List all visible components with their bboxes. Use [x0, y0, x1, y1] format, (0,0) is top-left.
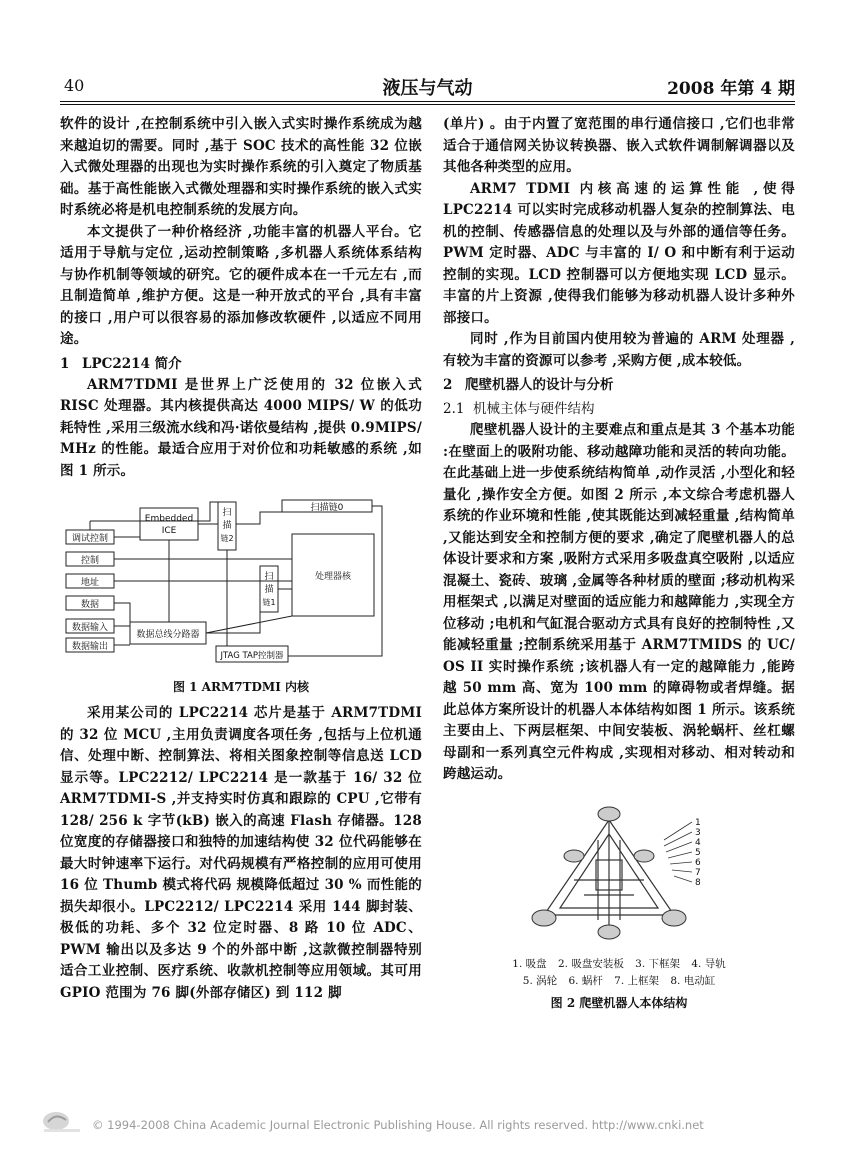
port-debug-control: 调试控制: [71, 534, 109, 544]
paragraph: ARM7 TDMI 内核高速的运算性能 ,使得 LPC2214 可以实时完成移动机器人复杂的控制算法、电机的控制、传感器信息的处理以及与外部的通信等任务。PWM 定时器、ADC 与丰富的 I/ O 和中断有利于运动控制的实现。LCD 控制器可以方便地实现 LCD 显示。丰富的片上资源 ,使得我们能够为移动机器人设计多种外部接口。: [443, 180, 795, 326]
suction-cup: [532, 910, 556, 926]
section-heading: [443, 374, 795, 396]
callout: 4: [695, 837, 701, 848]
scan-chain-2-label-2: 描: [222, 521, 232, 531]
subsection-heading: [443, 398, 795, 420]
journal-name: 液压与气动: [382, 78, 473, 99]
paragraph: (单片) 。由于内置了宽范围的串行通信接口 ,它们也非常适合于通信网关协议转换器、嵌入式软件调制解调器以及其他各种类型的应用。: [443, 116, 795, 175]
port-address: 地址: [80, 578, 100, 588]
paragraph: ARM7TDMI 是世界上广泛使用的 32 位嵌入式 RISC 处理器。其内核提供高达 4000 MIPS/ W 的低功耗特性 ,采用三级流水线和冯·诺依曼结构 ,提供 0.9MIPS/ MHz 的性能。最适合应用于对价位和功耗敏感的系统 ,如图 1 所示。: [60, 376, 422, 479]
cnki-logo-icon: [40, 1108, 84, 1134]
header-rule: [60, 101, 795, 102]
processor-core-label: 处理器核: [314, 572, 352, 582]
section-number: 2: [443, 377, 453, 393]
suction-cup: [634, 850, 654, 862]
footer: [40, 1108, 820, 1140]
callout: 6: [695, 857, 701, 868]
legend-item: 7. 上框架: [614, 974, 660, 987]
section-number: 1: [60, 355, 70, 372]
callout: 3: [695, 827, 701, 838]
suction-cup: [598, 925, 620, 939]
right-column: [443, 114, 795, 1019]
callout: 8: [695, 877, 701, 888]
scan-chain-2-label-3: 链2: [220, 534, 234, 543]
paragraph: 软件的设计 ,在控制系统中引入嵌入式实时操作系统成为越来越迫切的需要。同时 ,基于 SOC 技术的高性能 32 位嵌入式微处理器的出现也为实时操作系统的引入奠定了物质基础。基于高性能嵌入式微处理器和实时操作系统的嵌入式实时系统必将是机电控制系统的发展方向。: [60, 116, 422, 218]
section-heading: [60, 353, 422, 375]
callout: 7: [695, 867, 701, 878]
scan-chain-0-label: 扫描链0: [310, 503, 344, 513]
suction-cup: [662, 910, 686, 926]
legend-item: 8. 电动缸: [670, 974, 716, 987]
port-data: 数据: [80, 600, 100, 610]
paragraph: 同时 ,作为目前国内使用较为普遍的 ARM 处理器 ,有较为丰富的资源可以参考 ,采购方便 ,成本较低。: [443, 331, 795, 369]
figure-2-caption: 图 2 爬壁机器人本体结构: [550, 995, 688, 1010]
paragraph: 采用某公司的 LPC2214 芯片是基于 ARM7TDMI 的 32 位 MCU ,主用负责调度各项任务 ,包括与上位机通信、处理中断、控制算法、将相关图象控制等信息送 LCD 显示等。LPC2212/ LPC2214 是一款基于 16/ 32 位 ARM7TDMI-S ,并支持实时仿真和跟踪的 CPU ,它带有 128/ 256 k 字节(kB) 嵌入的高速 Flash 存储器。128 位宽度的存储器接口和独特的加速结构使 32 位代码能够在最大时钟速率下运行。对代码规模有严格控制的应用可使用 16 位 Thumb 模式将代码 规模降低超过 30 % 而性能的损失却很小。LPC2212/ LPC2214 采用 144 脚封装、极低的功耗、多个 32 位定时器、8 路 10 位 ADC、PWM 输出以及多达 9 个的外部中断 ,这款微控制器特别适合工业控制、医疗系统、收款机控制等应用领域。其可用 GPIO 范围为 76 脚(外部存储区) 到 112 脚: [60, 705, 422, 1001]
figure-2-robot-structure: [514, 800, 724, 950]
jtag-label: JTAG TAP控制器: [220, 651, 284, 661]
bus-splitter-label: 数据总线分路器: [136, 630, 200, 640]
left-column: [60, 114, 422, 1004]
callout: 5: [695, 847, 701, 858]
figure-2-legend: [443, 956, 795, 990]
scan-chain-1-label-3: 链1: [262, 598, 276, 607]
port-data-in: 数据输入: [71, 623, 109, 633]
callout: 1: [695, 817, 701, 828]
running-header: [60, 74, 795, 100]
legend-item: 1. 吸盘: [512, 957, 547, 970]
scan-chain-1-label-1: 扫: [264, 572, 274, 582]
suction-cup: [564, 850, 584, 862]
embedded-ice-label-2: ICE: [161, 526, 177, 536]
legend-item: 6. 蜗杆: [568, 974, 603, 987]
legend-item: 4. 导轨: [691, 957, 726, 970]
legend-item: 3. 下框架: [635, 957, 681, 970]
header-rule-thin: [60, 104, 795, 105]
subsection-number: 2.1: [443, 401, 465, 417]
figure-2: [443, 800, 795, 1011]
embedded-ice-label-1: Embedded: [144, 514, 194, 524]
scan-chain-2-label-1: 扫: [222, 508, 232, 518]
page-number: 40: [64, 76, 85, 95]
subsection-title: 机械主体与硬件结构: [473, 401, 595, 417]
copyright-notice: © 1994-2008 China Academic Journal Electronic Publishing House. All rights reserved. http://www.cnki.net: [92, 1118, 704, 1132]
figure-1-arm7tdmi-core: [60, 496, 400, 666]
figure-1-caption: 图 1 ARM7TDMI 内核: [172, 680, 310, 694]
legend-item: 5. 涡轮: [522, 974, 558, 987]
paragraph: 爬壁机器人设计的主要难点和重点是其 3 个基本功能 :在壁面上的吸附功能、移动越障功能和灵活的转向功能。在此基础上进一步使系统结构简单 ,动作灵活 ,小型化和轻量化 ,操作安全方便。如图 2 所示 ,本文综合考虑机器人系统的作业环境和性能 ,使其既能达到减轻重量 ,结构简单 ,又能达到安全和控制方便的要求 ,确定了爬壁机器人的总体设计要求和方案 ,吸附方式采用多吸盘真空吸附 ,以适应混凝土、瓷砖、玻璃 ,金属等各种材质的壁面 ;移动机构采用框架式 ,以满足对壁面的适应能力和越障能力 ,实现全方位移动 ;电机和气缸混合驱动方式具有良好的控制特性 ,又能减轻重量 ;控制系统采用基于 ARM7TMIDS 的 UC/ OS II 实时操作系统 ;该机器人有一定的越障能力 ,能跨越 50 mm 高、宽为 100 mm 的障碍物或者焊缝。据此总体方案所设计的机器人本体结构如图 1 所示。该系统主要由上、下两层框架、中间安装板、涡轮蜗杆、丝杠螺母副和一系列真空元件构成 ,实现相对移动、相对转动和跨越运动。: [443, 422, 795, 782]
section-title: 爬壁机器人的设计与分析: [465, 377, 614, 393]
scan-chain-1-label-2: 描: [264, 585, 274, 595]
section-title: LPC2214 简介: [82, 355, 182, 372]
suction-cup: [598, 807, 620, 821]
port-control: 控制: [80, 556, 100, 566]
legend-item: 2. 吸盘安装板: [557, 957, 624, 970]
paragraph: 本文提供了一种价格经济 ,功能丰富的机器人平台。它适用于导航与定位 ,运动控制策略 ,多机器人系统体系结构与协作机制等领域的研究。它的硬件成本在一千元左右 ,而且制造简单 ,维护方便。这是一种开放式的平台 ,具有丰富的接口 ,用户可以很容易的添加修改软硬件 ,以适应不同用途。: [60, 223, 422, 347]
issue-label: 2008 年第 4 期: [667, 79, 795, 99]
port-data-out: 数据输出: [71, 642, 109, 652]
